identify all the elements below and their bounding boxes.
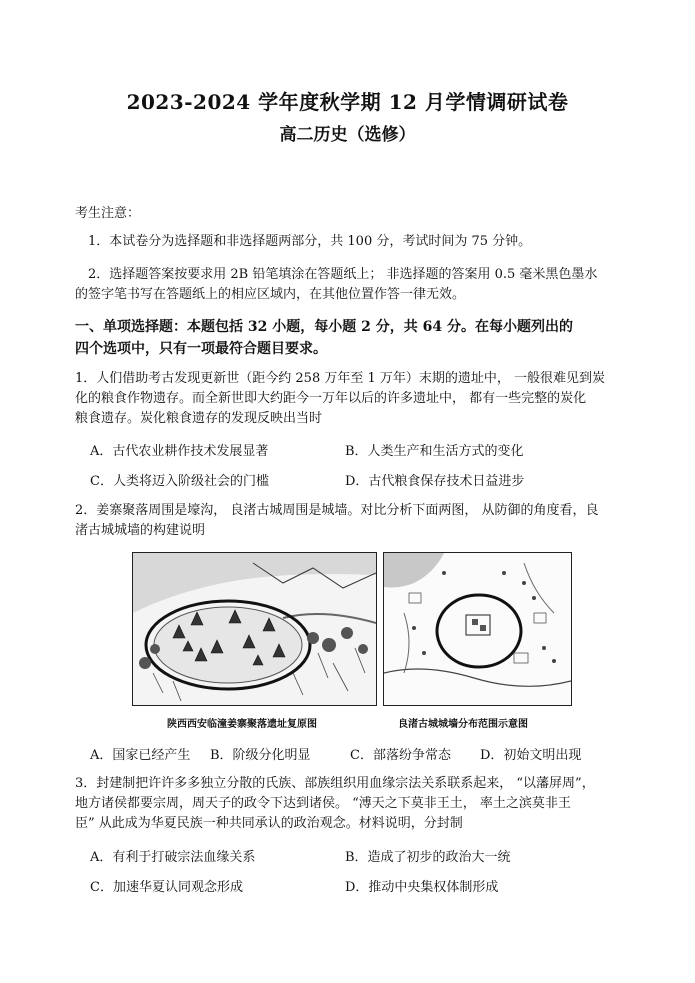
q2-stem-line2: 渚古城城墙的构建说明	[75, 523, 206, 538]
q3-option-a: A．有利于打破宗法血缘关系	[90, 850, 256, 865]
q2-option-b: B．阶级分化明显	[210, 748, 311, 763]
exam-subtitle: 高二历史（选修）	[279, 125, 416, 145]
notice-item-2-line1: 2．选择题答案按要求用 2B 铅笔填涂在答题纸上； 非选择题的答案用 0.5 毫米黑色墨水	[88, 267, 598, 282]
notice-heading: 考生注意：	[75, 206, 141, 221]
q2-option-d: D．初始文明出现	[480, 748, 582, 763]
q1-option-c: C．人类将迈入阶级社会的门槛	[90, 474, 269, 489]
q2-option-a: A．国家已经产生	[90, 748, 191, 763]
jiangzhai-illustration	[133, 553, 376, 705]
q3-option-b: B．造成了初步的政治大一统	[345, 850, 511, 865]
notice-item-1: 1．本试卷分为选择题和非选择题两部分，共 100 分，考试时间为 75 分钟。	[88, 234, 532, 249]
q3-stem-line2: 地方诸侯都要宗周，周天子的政令下达到诸侯。 “溥天之下莫非王土， 率土之滨莫非王	[75, 796, 571, 811]
jiangzhai-settlement-image	[132, 552, 377, 706]
liangzhu-map-illustration	[384, 553, 571, 705]
section-heading-line1: 一、单项选择题：本题包括 32 小题，每小题 2 分，共 64 分。在每小题列出的	[75, 319, 573, 335]
q3-option-c: C．加速华夏认同观念形成	[90, 880, 243, 895]
section-heading-line2: 四个选项中，只有一项最符合题目要求。	[75, 341, 327, 357]
q3-stem-line1: 3．封建制把许许多多独立分散的氏族、部族组织用血缘宗法关系联系起来， “以藩屏周”，	[75, 776, 595, 791]
liangzhu-city-wall-map	[383, 552, 572, 706]
q3-option-d: D．推动中央集权体制形成	[345, 880, 499, 895]
q1-option-b: B．人类生产和生活方式的变化	[345, 444, 524, 459]
q1-option-a: A．古代农业耕作技术发展显著	[90, 444, 269, 459]
q1-stem-line1: 1．人们借助考古发现更新世（距今约 258 万年至 1 万年）末期的遗址中， 一般很难见到炭	[75, 371, 606, 386]
q1-stem-line2: 化的粮食作物遗存。而全新世即大约距今一万年以后的许多遗址中， 都有一些完整的炭化	[75, 391, 587, 406]
q2-stem-line1: 2．姜寨聚落周围是壕沟， 良渚古城周围是城墙。对比分析下面两图， 从防御的角度看，良	[75, 503, 599, 518]
exam-title: 2023-2024 学年度秋学期 12 月学情调研试卷	[126, 90, 569, 114]
q3-stem-line3: 臣” 从此成为华夏民族一种共同承认的政治观念。材料说明，分封制	[75, 816, 463, 831]
q2-option-c: C．部落纷争常态	[350, 748, 451, 763]
jiangzhai-caption: 陕西西安临潼姜寨聚落遗址复原图	[167, 719, 317, 730]
notice-item-2-line2: 的签字笔书写在答题纸上的相应区域内，在其他位置作答一律无效。	[75, 287, 466, 302]
q1-option-d: D．古代粮食保存技术日益进步	[345, 474, 525, 489]
liangzhu-caption: 良渚古城城墙分布范围示意图	[398, 719, 528, 730]
q1-stem-line3: 粮食遗存。炭化粮食遗存的发现反映出当时	[75, 411, 323, 426]
